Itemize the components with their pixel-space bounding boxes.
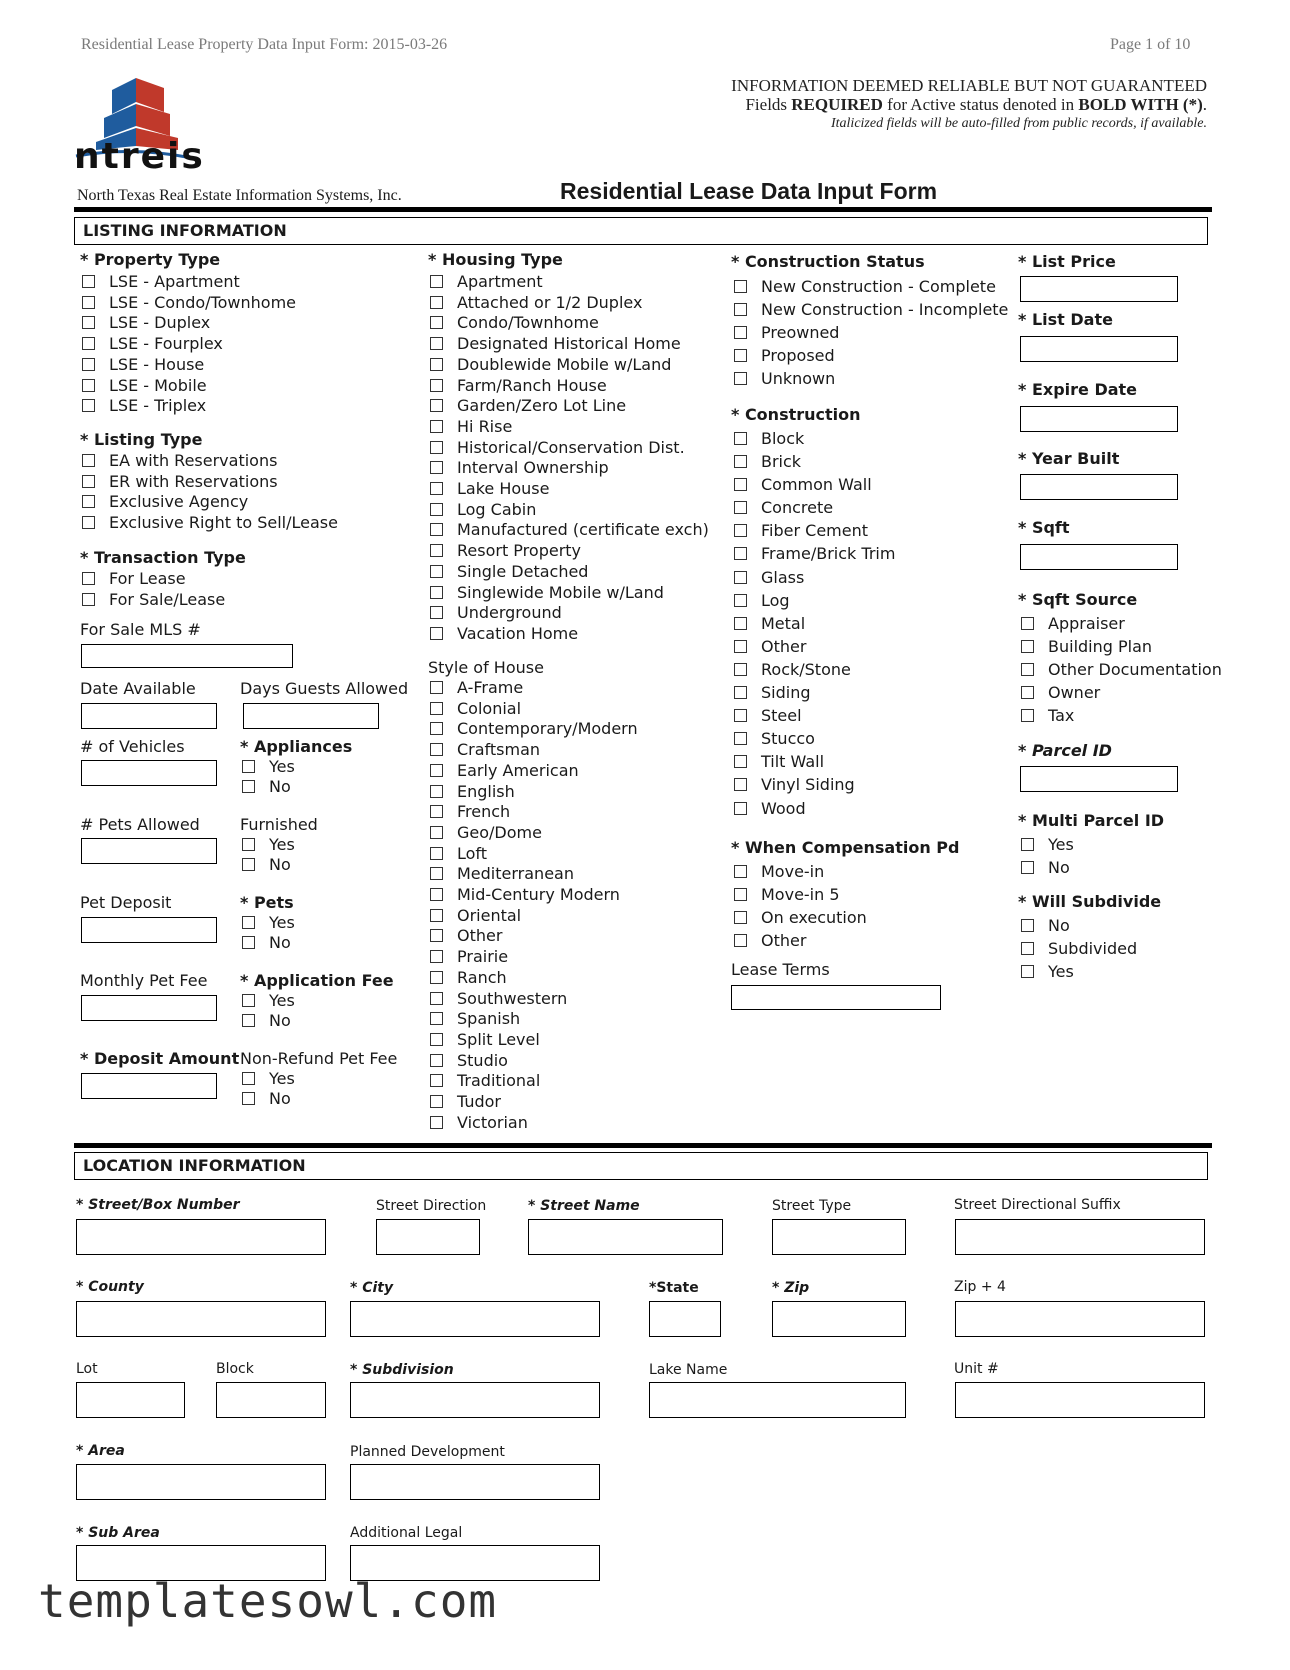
checkbox-option[interactable]: Historical/Conservation Dist. (430, 438, 709, 459)
checkbox-option[interactable]: Southwestern (430, 989, 638, 1010)
checkbox-option[interactable]: Yes (242, 991, 295, 1011)
pets-label: * Pets (240, 893, 294, 912)
checkbox-option[interactable]: Fiber Cement (734, 519, 895, 542)
transaction-type-label: * Transaction Type (80, 548, 246, 567)
sqft-source-list (1021, 612, 1222, 727)
checkbox-option[interactable]: Owner (1021, 681, 1222, 704)
zip-input[interactable] (772, 1301, 906, 1337)
will-subdivide-label: * Will Subdivide (1018, 892, 1162, 911)
checkbox-option[interactable]: Other (430, 926, 638, 947)
checkbox-option[interactable]: Stucco (734, 727, 895, 750)
compensation-list (734, 860, 867, 952)
area-label: * Area (76, 1443, 125, 1459)
checkbox-option[interactable]: Studio (430, 1051, 638, 1072)
sqft-label: * Sqft (1018, 518, 1070, 537)
style-list (430, 678, 638, 1133)
will-subdivide-list (1021, 914, 1137, 983)
deposit-amount-input[interactable] (81, 1073, 217, 1099)
planned-development-label: Planned Development (350, 1444, 505, 1460)
checkbox-option[interactable]: Tudor (430, 1092, 638, 1113)
street-number-input[interactable] (76, 1219, 326, 1255)
checkbox-option[interactable]: Split Level (430, 1030, 638, 1051)
checkbox-option[interactable]: Move-in (734, 860, 867, 883)
checkbox-option[interactable]: French (430, 802, 638, 823)
watermark: templatesowl.com (38, 1574, 498, 1628)
checkbox-option[interactable]: No (242, 855, 295, 875)
checkbox-option[interactable]: No (1021, 914, 1137, 937)
checkbox-option[interactable]: Frame/Brick Trim (734, 542, 895, 565)
monthly-pet-fee-label: Monthly Pet Fee (80, 971, 208, 990)
checkbox-option[interactable]: Metal (734, 612, 895, 635)
street-suffix-label: Street Directional Suffix (954, 1197, 1121, 1213)
additional-legal-label: Additional Legal (350, 1525, 463, 1541)
county-input[interactable] (76, 1301, 326, 1337)
days-guests-label: Days Guests Allowed (240, 679, 409, 698)
county-label: * County (76, 1279, 144, 1295)
company-name: North Texas Real Estate Information Systems, Inc. (77, 187, 402, 204)
checkbox-option[interactable]: English (430, 782, 638, 803)
checkbox-option[interactable]: Yes (1021, 833, 1074, 856)
checkbox-option[interactable]: Rock/Stone (734, 658, 895, 681)
zip4-input[interactable] (955, 1301, 1205, 1337)
furnished-label: Furnished (240, 815, 318, 834)
vehicles-label: # of Vehicles (80, 737, 185, 756)
subdivision-input[interactable] (350, 1382, 600, 1418)
block-input[interactable] (216, 1382, 326, 1418)
pet-deposit-label: Pet Deposit (80, 893, 172, 912)
checkbox-option[interactable]: EA with Reservations (82, 451, 338, 472)
lake-name-label: Lake Name (649, 1362, 728, 1378)
sqft-input[interactable] (1020, 544, 1178, 570)
checkbox-option[interactable]: Underground (430, 603, 709, 624)
pets-options (242, 913, 295, 952)
checkbox-option[interactable]: Farm/Ranch House (430, 376, 709, 397)
parcel-id-input[interactable] (1020, 766, 1178, 792)
checkbox-option[interactable]: Oriental (430, 906, 638, 927)
checkbox-option[interactable]: Subdivided (1021, 937, 1137, 960)
checkbox-option[interactable]: Prairie (430, 947, 638, 968)
compensation-label: * When Compensation Pd (731, 838, 960, 857)
checkbox-option[interactable]: Lake House (430, 479, 709, 500)
checkbox-option[interactable]: Attached or 1/2 Duplex (430, 293, 709, 314)
lease-terms-input[interactable] (731, 985, 941, 1010)
days-guests-input[interactable] (243, 703, 379, 729)
street-suffix-input[interactable] (955, 1219, 1205, 1255)
unit-label: Unit # (954, 1361, 999, 1377)
divider (74, 1143, 1212, 1148)
checkbox-option[interactable]: Apartment (430, 272, 709, 293)
checkbox-option[interactable]: Interval Ownership (430, 458, 709, 479)
expire-date-input[interactable] (1020, 406, 1178, 432)
checkbox-option[interactable]: Yes (242, 913, 295, 933)
lease-terms-label: Lease Terms (731, 960, 830, 979)
deposit-amount-label: * Deposit Amount (80, 1049, 240, 1068)
city-input[interactable] (350, 1301, 600, 1337)
checkbox-option[interactable]: Steel (734, 704, 895, 727)
lot-input[interactable] (76, 1382, 185, 1418)
form-version: Residential Lease Property Data Input Form: 2015-03-26 (81, 36, 448, 53)
checkbox-option[interactable]: Mid-Century Modern (430, 885, 638, 906)
checkbox-option[interactable]: Ranch (430, 968, 638, 989)
checkbox-option[interactable]: LSE - Fourplex (82, 334, 296, 355)
checkbox-option[interactable]: LSE - Triplex (82, 396, 296, 417)
checkbox-option[interactable]: Early American (430, 761, 638, 782)
planned-development-input[interactable] (350, 1464, 600, 1500)
lake-name-input[interactable] (649, 1382, 906, 1418)
checkbox-option[interactable]: Yes (242, 757, 295, 777)
checkbox-option[interactable]: Mediterranean (430, 864, 638, 885)
block-label: Block (216, 1361, 254, 1377)
checkbox-option[interactable]: Unknown (734, 367, 1008, 390)
application-fee-options (242, 991, 295, 1030)
checkbox-option[interactable]: Resort Property (430, 541, 709, 562)
checkbox-option[interactable]: Yes (242, 1069, 295, 1089)
checkbox-option[interactable]: Appraiser (1021, 612, 1222, 635)
checkbox-option[interactable]: Other (734, 635, 895, 658)
checkbox-option[interactable]: LSE - Mobile (82, 376, 296, 397)
checkbox-option[interactable]: Contemporary/Modern (430, 719, 638, 740)
checkbox-option[interactable]: Spanish (430, 1009, 638, 1030)
checkbox-option[interactable]: Building Plan (1021, 635, 1222, 658)
list-price-input[interactable] (1020, 276, 1178, 302)
checkbox-option[interactable]: New Construction - Complete (734, 275, 1008, 298)
checkbox-option[interactable]: Condo/Townhome (430, 313, 709, 334)
construction-status-label: * Construction Status (731, 252, 925, 271)
for-sale-mls-input[interactable] (81, 644, 293, 668)
listing-type-list (82, 451, 338, 534)
checkbox-option[interactable]: Siding (734, 681, 895, 704)
checkbox-option[interactable]: Concrete (734, 496, 895, 519)
checkbox-option[interactable]: Hi Rise (430, 417, 709, 438)
checkbox-option[interactable]: Vacation Home (430, 624, 709, 645)
parcel-id-label: * Parcel ID (1018, 741, 1112, 760)
checkbox-option[interactable]: Tax (1021, 704, 1222, 727)
checkbox-option[interactable]: Garden/Zero Lot Line (430, 396, 709, 417)
location-section-header: LOCATION INFORMATION (74, 1152, 1208, 1180)
subdivision-label: * Subdivision (350, 1362, 454, 1378)
checkbox-option[interactable]: Other (734, 929, 867, 952)
checkbox-option[interactable]: No (242, 1011, 295, 1031)
listing-type-label: * Listing Type (80, 430, 203, 449)
checkbox-option[interactable]: Glass (734, 566, 895, 589)
multi-parcel-list (1021, 833, 1074, 879)
checkbox-option[interactable]: Common Wall (734, 473, 895, 496)
style-label: Style of House (428, 658, 544, 677)
checkbox-option[interactable]: Other Documentation (1021, 658, 1222, 681)
housing-type-label: * Housing Type (428, 250, 563, 269)
page-number: Page 1 of 10 (1110, 36, 1191, 53)
divider (74, 207, 1212, 212)
checkbox-option[interactable]: Log (734, 589, 895, 612)
application-fee-label: * Application Fee (240, 971, 394, 990)
street-number-label: * Street/Box Number (76, 1197, 240, 1213)
list-date-input[interactable] (1020, 336, 1178, 362)
checkbox-option[interactable]: No (242, 777, 295, 797)
logo-text: ntreis (74, 136, 205, 177)
vehicles-input[interactable] (81, 760, 217, 786)
checkbox-option[interactable]: Single Detached (430, 562, 709, 583)
disclaimer-line2: Fields REQUIRED for Active status denoted in BOLD WITH (*). (745, 95, 1207, 114)
unit-input[interactable] (955, 1382, 1205, 1418)
construction-status-list (734, 275, 1008, 390)
checkbox-option[interactable]: ER with Reservations (82, 472, 338, 493)
date-available-label: Date Available (80, 679, 196, 698)
checkbox-option[interactable]: A-Frame (430, 678, 638, 699)
city-label: * City (350, 1280, 394, 1296)
checkbox-option[interactable]: For Lease (82, 569, 225, 590)
checkbox-option[interactable]: Move-in 5 (734, 883, 867, 906)
checkbox-option[interactable]: Victorian (430, 1113, 638, 1134)
checkbox-option[interactable]: Exclusive Right to Sell/Lease (82, 513, 338, 534)
checkbox-option[interactable]: Colonial (430, 699, 638, 720)
disclaimer-line1: INFORMATION DEEMED RELIABLE BUT NOT GUARANTEED (731, 76, 1207, 95)
street-type-input[interactable] (772, 1219, 906, 1255)
checkbox-option[interactable]: Block (734, 427, 895, 450)
nonrefund-pet-fee-options (242, 1069, 295, 1108)
transaction-type-list (82, 569, 225, 610)
list-date-label: * List Date (1018, 310, 1113, 329)
checkbox-option[interactable]: Brick (734, 450, 895, 473)
lot-label: Lot (76, 1361, 98, 1377)
checkbox-option[interactable]: Yes (242, 835, 295, 855)
sub-area-label: * Sub Area (76, 1525, 160, 1541)
checkbox-option[interactable]: Designated Historical Home (430, 334, 709, 355)
street-name-label: * Street Name (528, 1198, 640, 1214)
checkbox-option[interactable]: Proposed (734, 344, 1008, 367)
multi-parcel-label: * Multi Parcel ID (1018, 811, 1165, 830)
furnished-options (242, 835, 295, 874)
expire-date-label: * Expire Date (1018, 380, 1138, 399)
date-available-input[interactable] (81, 703, 217, 729)
housing-type-list (430, 272, 709, 645)
monthly-pet-fee-input[interactable] (81, 995, 217, 1021)
checkbox-option[interactable]: Doublewide Mobile w/Land (430, 355, 709, 376)
pets-allowed-label: # Pets Allowed (80, 815, 200, 834)
street-name-input[interactable] (528, 1219, 723, 1255)
pets-allowed-input[interactable] (81, 838, 217, 864)
checkbox-option[interactable]: No (242, 933, 295, 953)
checkbox-option[interactable]: LSE - Apartment (82, 272, 296, 293)
checkbox-option[interactable]: New Construction - Incomplete (734, 298, 1008, 321)
property-type-label: * Property Type (80, 250, 221, 269)
checkbox-option[interactable]: Geo/Dome (430, 823, 638, 844)
checkbox-option[interactable]: Exclusive Agency (82, 492, 338, 513)
appliances-label: * Appliances (240, 737, 353, 756)
checkbox-option[interactable]: Traditional (430, 1071, 638, 1092)
appliances-options (242, 757, 295, 796)
ntreis-logo (74, 76, 204, 176)
page-title: Residential Lease Data Input Form (560, 178, 938, 204)
street-type-label: Street Type (772, 1198, 852, 1214)
area-input[interactable] (76, 1464, 326, 1500)
checkbox-option[interactable]: No (1021, 856, 1074, 879)
listing-section-header: LISTING INFORMATION (74, 217, 1208, 245)
nonrefund-pet-fee-label: Non-Refund Pet Fee (240, 1049, 398, 1068)
street-direction-label: Street Direction (376, 1198, 487, 1214)
checkbox-option[interactable]: Tilt Wall (734, 750, 895, 773)
checkbox-option[interactable]: Preowned (734, 321, 1008, 344)
state-input[interactable] (649, 1301, 721, 1337)
year-built-label: * Year Built (1018, 449, 1120, 468)
checkbox-option[interactable]: For Sale/Lease (82, 590, 225, 611)
checkbox-option[interactable]: Yes (1021, 960, 1137, 983)
checkbox-option[interactable]: LSE - House (82, 355, 296, 376)
list-price-label: * List Price (1018, 252, 1116, 271)
checkbox-option[interactable]: Log Cabin (430, 500, 709, 521)
zip4-label: Zip + 4 (954, 1279, 1006, 1295)
for-sale-mls-label: For Sale MLS # (80, 620, 201, 639)
zip-label: * Zip (772, 1280, 810, 1296)
checkbox-option[interactable]: Craftsman (430, 740, 638, 761)
sqft-source-label: * Sqft Source (1018, 590, 1138, 609)
disclaimer-line3: Italicized fields will be auto-filled from public records, if available. (830, 116, 1207, 131)
property-type-list (82, 272, 296, 417)
checkbox-option[interactable]: On execution (734, 906, 867, 929)
checkbox-option[interactable]: LSE - Duplex (82, 313, 296, 334)
checkbox-option[interactable]: Vinyl Siding (734, 773, 895, 796)
checkbox-option[interactable]: Loft (430, 844, 638, 865)
pet-deposit-input[interactable] (81, 917, 217, 943)
state-label: *State (649, 1280, 699, 1296)
year-built-input[interactable] (1020, 474, 1178, 500)
checkbox-option[interactable]: Manufactured (certificate exch) (430, 520, 709, 541)
checkbox-option[interactable]: No (242, 1089, 295, 1109)
checkbox-option[interactable]: Singlewide Mobile w/Land (430, 583, 709, 604)
construction-list (734, 427, 895, 820)
checkbox-option[interactable]: Wood (734, 797, 895, 820)
street-direction-input[interactable] (376, 1219, 480, 1255)
disclaimer (731, 76, 1207, 133)
construction-label: * Construction (731, 405, 861, 424)
checkbox-option[interactable]: LSE - Condo/Townhome (82, 293, 296, 314)
